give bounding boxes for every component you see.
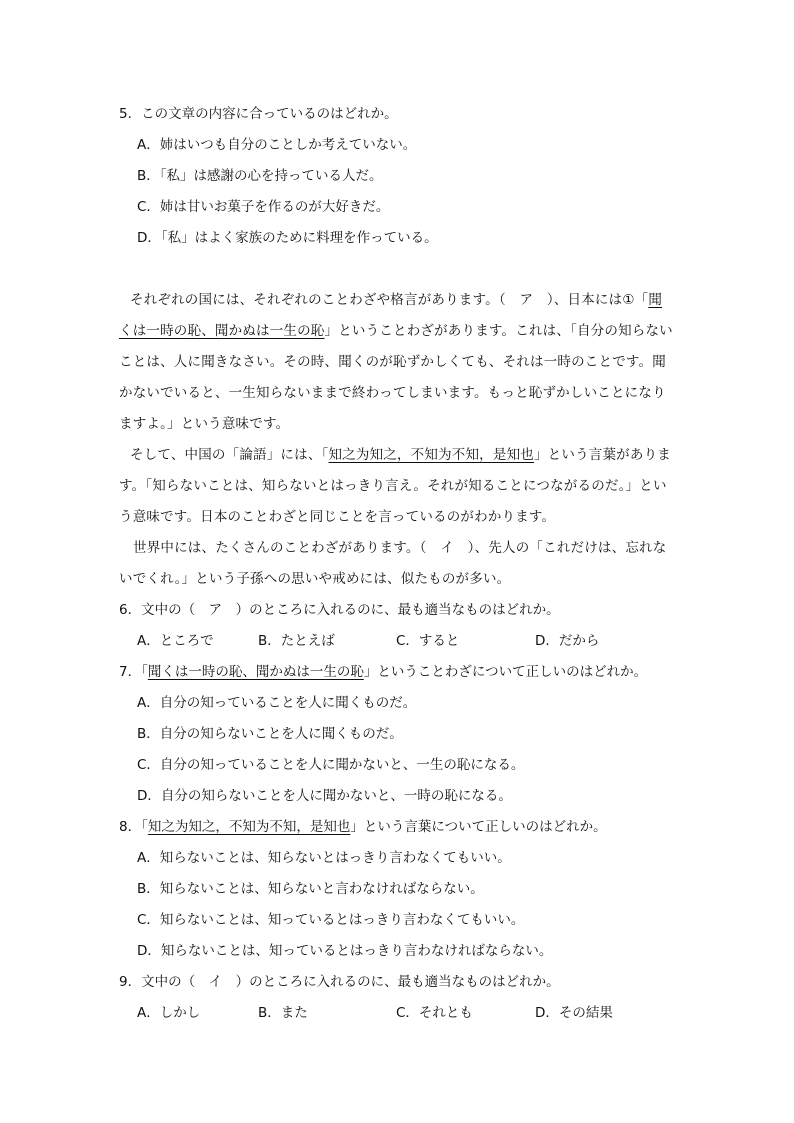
passage-p1-line1: それぞれの国には、それぞれのことわざや格言があります。（ ア ）、日本には①「聞 bbox=[130, 292, 663, 308]
q5-option-d: D．「私」はよく家族のために料理を作っている。 bbox=[137, 230, 438, 246]
passage-p2-line2: す。「知らないことは、知らないとはっきり言え。それが知ることにつながるのだ。」とい bbox=[119, 478, 667, 494]
q9-option-b: B．また bbox=[258, 1005, 308, 1021]
q9-stem: 9．文中の（ イ ）のところに入れるのに、最も適当なものはどれか。 bbox=[119, 974, 560, 990]
q8-quote: 知之为知之，不知为不知，是知也 bbox=[147, 819, 351, 835]
passage-p1-line2: くは一時の恥、聞かぬは一生の恥」ということわざがあります。これは、「自分の知らない bbox=[119, 323, 673, 339]
q5-option-b: B．「私」は感謝の心を持っている人だ。 bbox=[137, 168, 383, 184]
q7-option-a: A．自分の知っていることを人に聞くものだ。 bbox=[137, 695, 417, 711]
q7-option-b: B．自分の知らないことを人に聞くものだ。 bbox=[137, 726, 403, 742]
q6-option-c: C．すると bbox=[396, 633, 460, 649]
q6-option-d: D．だから bbox=[535, 633, 600, 649]
q9-option-d: D．その結果 bbox=[535, 1005, 613, 1021]
passage-p3-line1: 世界中には、たくさんのことわざがあります。（ イ ）、先人の「これだけは、忘れな bbox=[133, 540, 667, 556]
q9-option-a: A．しかし bbox=[137, 1005, 201, 1021]
q8-stem: 8．「知之为知之，不知为不知，是知也」という言葉について正しいのはどれか。 bbox=[119, 819, 607, 835]
q5-option-c: C．姉は甘いお菓子を作るのが大好きだ。 bbox=[137, 199, 390, 215]
passage-p1-line3: ことは、人に聞きなさい。その時、聞くのが恥ずかしくても、それは一時のことです。聞 bbox=[119, 354, 666, 370]
passage-proverb-underline-2: くは一時の恥、聞かぬは一生の恥 bbox=[119, 323, 325, 339]
q8-option-b: B．知らないことは、知らないと言わなければならない。 bbox=[137, 881, 484, 897]
q5-stem: 5．この文章の内容に合っているのはどれか。 bbox=[119, 106, 398, 122]
q8-option-a: A．知らないことは、知らないとはっきり言わなくてもいい。 bbox=[137, 850, 511, 866]
passage-p3-line2: いでくれ。」という子孫への思いや戒めには、似たものが多い。 bbox=[119, 571, 511, 587]
passage-p1-line5: ますよ。」という意味です。 bbox=[119, 416, 290, 432]
q7-option-d: D．自分の知らないことを人に聞かないと、一時の恥になる。 bbox=[137, 788, 512, 804]
passage-proverb-underline-1: 聞 bbox=[648, 292, 663, 308]
passage-analects-quote: 知之为知之，不知为不知，是知也 bbox=[328, 447, 534, 463]
q7-proverb: 聞くは一時の恥、聞かぬは一生の恥 bbox=[147, 664, 364, 680]
q7-option-c: C．自分の知っていることを人に聞かないと、一生の恥になる。 bbox=[137, 757, 525, 773]
q8-option-c: C．知らないことは、知っているとはっきり言わなくてもいい。 bbox=[137, 912, 525, 928]
passage-p2-line3: う意味です。日本のことわざと同じことを言っているのがわかります。 bbox=[119, 509, 556, 525]
q5-option-a: A．姉はいつも自分のことしか考えていない。 bbox=[137, 137, 417, 153]
q6-stem: 6．文中の（ ア ）のところに入れるのに、最も適当なものはどれか。 bbox=[119, 602, 560, 618]
passage-p1-line4: かないでいると、一生知らないままで終わってしまいます。もっと恥ずかしいことになり bbox=[119, 385, 666, 401]
q9-option-c: C．それとも bbox=[396, 1005, 473, 1021]
q6-option-b: B．たとえば bbox=[258, 633, 335, 649]
q6-option-a: A．ところで bbox=[137, 633, 214, 649]
q7-stem: 7．「聞くは一時の恥、聞かぬは一生の恥」ということわざについて正しいのはどれか。 bbox=[119, 664, 648, 680]
passage-p2-line1: そして、中国の「論語」には、「知之为知之，不知为不知，是知也」という言葉がありま bbox=[130, 447, 671, 463]
q8-option-d: D．知らないことは、知っているとはっきり言わなければならない。 bbox=[137, 943, 553, 959]
